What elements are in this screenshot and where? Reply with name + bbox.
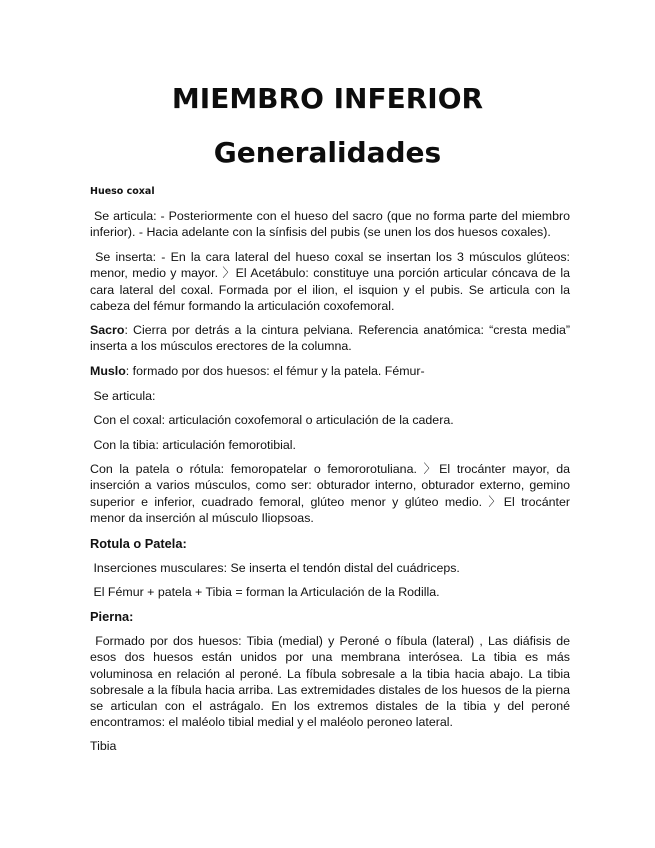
hueso-coxal-inserta-paragraph xyxy=(90,249,570,314)
rotula-articulacion-text: El Fémur + patela + Tibia = forman la Articulación de la Rodilla. xyxy=(93,585,440,599)
rotula-inserciones-text: Inserciones musculares: Se inserta el tendón distal del cuádriceps. xyxy=(93,561,460,575)
femur-tibia-line xyxy=(90,437,570,453)
rotula-heading: Rotula o Patela: xyxy=(90,536,187,551)
muslo-text: : formado por dos huesos: el fémur y la patela. Fémur- xyxy=(125,364,425,378)
page-subtitle: Generalidades xyxy=(213,136,442,169)
rotula-articulacion-line xyxy=(90,584,570,600)
femur-articula-line xyxy=(90,388,570,404)
muslo-label: Muslo xyxy=(90,364,126,378)
muslo-paragraph xyxy=(90,363,570,379)
rotula-inserciones-line xyxy=(90,560,570,576)
sacro-label: Sacro xyxy=(90,323,125,337)
femur-patela-paragraph: Con la patela o rótula: femoropatelar o femororotuliana. 〉El trocánter mayor, da inserción a varios músculos, como ser: obturador interno, obturador externo, gemino superior e inferior, cuadrado femoral, glúteo menor y glúteo medio. 〉El trocánter menor da inserción al músculo Iliopsoas. xyxy=(90,462,570,525)
tibia-label: Tibia xyxy=(90,739,117,753)
hueso-coxal-inserta-text: Se inserta: - En la cara lateral del hueso coxal se insertan los 3 músculos glúteos: menor, medio y mayor. 〉El Acetábulo: constituye una porción articular cóncava de la cara lateral del coxal. Formada por el ilion, el isquion y el pubis. Se articula con la cabeza del fémur formando la articulación coxofemoral. xyxy=(90,250,570,313)
femur-coxal-text: Con el coxal: articulación coxofemoral o articulación de la cadera. xyxy=(93,413,454,427)
pierna-text: Formado por dos huesos: Tibia (medial) y Peroné o fíbula (lateral) , Las diáfisis de esos dos huesos están unidos por una membrana interósea. La tibia es más voluminosa en relación al peroné. La fíbula sobresale a la tibia hacia abajo. La tibia sobresale a la fíbula hacia arriba. Las extremidades distales de los huesos de la pierna se articulan con el astrágalo. En los extremos distales de la tibia y del peroné encontramos: el maléolo tibial medial y el maléolo peroneo lateral. xyxy=(90,634,570,730)
pierna-heading: Pierna: xyxy=(90,609,134,624)
femur-articula-text: Se articula: xyxy=(93,389,156,403)
femur-coxal-line xyxy=(90,412,570,428)
sacro-text: : Cierra por detrás a la cintura pelviana. Referencia anatómica: “cresta media” inserta a los músculos erectores de la columna. xyxy=(90,323,570,354)
page-title: MIEMBRO INFERIOR xyxy=(171,82,484,115)
femur-tibia-text: Con la tibia: articulación femorotibial. xyxy=(93,438,296,452)
hueso-coxal-articula-paragraph xyxy=(90,208,570,241)
sacro-paragraph xyxy=(90,322,570,355)
hueso-coxal-articula-text: Se articula: - Posteriormente con el hueso del sacro (que no forma parte del miembro inferior). - Hacia adelante con la sínfisis del pubis (se unen los dos huesos coxales). xyxy=(90,209,570,240)
hueso-coxal-heading: Hueso coxal xyxy=(90,186,155,197)
pierna-paragraph xyxy=(90,633,570,731)
